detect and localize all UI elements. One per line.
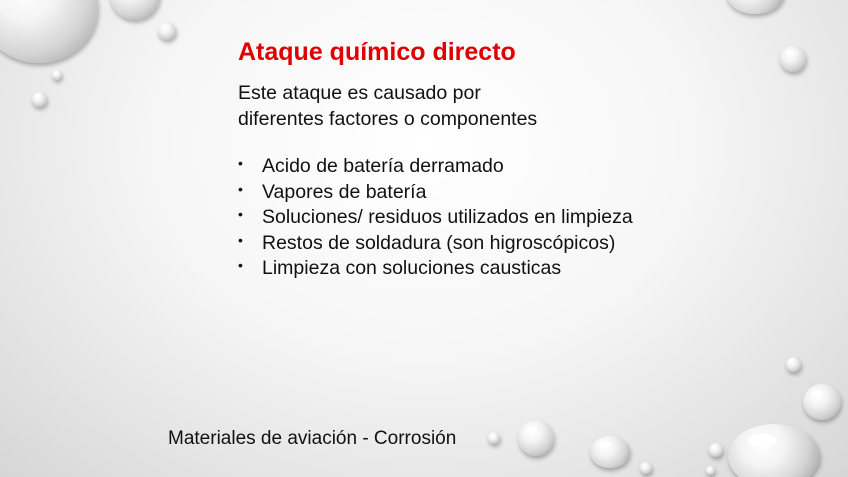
bullet-item bbox=[238, 231, 633, 257]
bullet-text: Soluciones/ residuos utilizados en limpieza bbox=[262, 206, 633, 228]
water-drop-decoration bbox=[590, 436, 630, 468]
bullet-text: Vapores de batería bbox=[262, 180, 427, 203]
bullet-item bbox=[238, 205, 633, 231]
water-drop-decoration bbox=[706, 466, 715, 475]
water-drop-decoration bbox=[780, 46, 806, 72]
intro-line: diferentes factores o componentes bbox=[238, 108, 538, 130]
bullet-item bbox=[238, 154, 633, 180]
water-drop-decoration bbox=[726, 0, 784, 14]
water-drop-decoration bbox=[709, 443, 723, 457]
intro-text bbox=[238, 80, 537, 132]
water-drop-decoration bbox=[32, 92, 47, 107]
bullet-text: Limpieza con soluciones causticas bbox=[262, 257, 562, 279]
intro-line: Este ataque es causado por bbox=[238, 82, 481, 104]
bullet-item bbox=[238, 180, 633, 206]
bullet-icon: • bbox=[238, 231, 243, 248]
water-drop-decoration bbox=[728, 424, 820, 477]
bullet-text: Acido de batería derramado bbox=[262, 155, 504, 177]
water-drop-decoration bbox=[518, 420, 554, 456]
water-drop-decoration bbox=[158, 22, 176, 40]
bullet-text: Restos de soldadura (son higroscópicos) bbox=[262, 231, 616, 254]
bullet-list bbox=[238, 154, 633, 282]
water-drop-decoration bbox=[488, 432, 500, 444]
water-drop-decoration bbox=[52, 70, 62, 80]
water-drop-decoration bbox=[803, 384, 841, 420]
bullet-icon: • bbox=[238, 206, 243, 222]
bullet-icon: • bbox=[238, 155, 243, 171]
water-drop-decoration bbox=[640, 462, 652, 474]
slide-title: Ataque químico directo bbox=[238, 38, 516, 66]
slide-footer: Materiales de aviación - Corrosión bbox=[168, 428, 457, 449]
water-drop-decoration bbox=[110, 0, 160, 20]
water-drop-decoration bbox=[786, 357, 801, 372]
bullet-icon: • bbox=[238, 257, 243, 273]
water-drop-decoration bbox=[0, 0, 98, 63]
bullet-item bbox=[238, 256, 633, 282]
bullet-icon: • bbox=[238, 180, 243, 197]
